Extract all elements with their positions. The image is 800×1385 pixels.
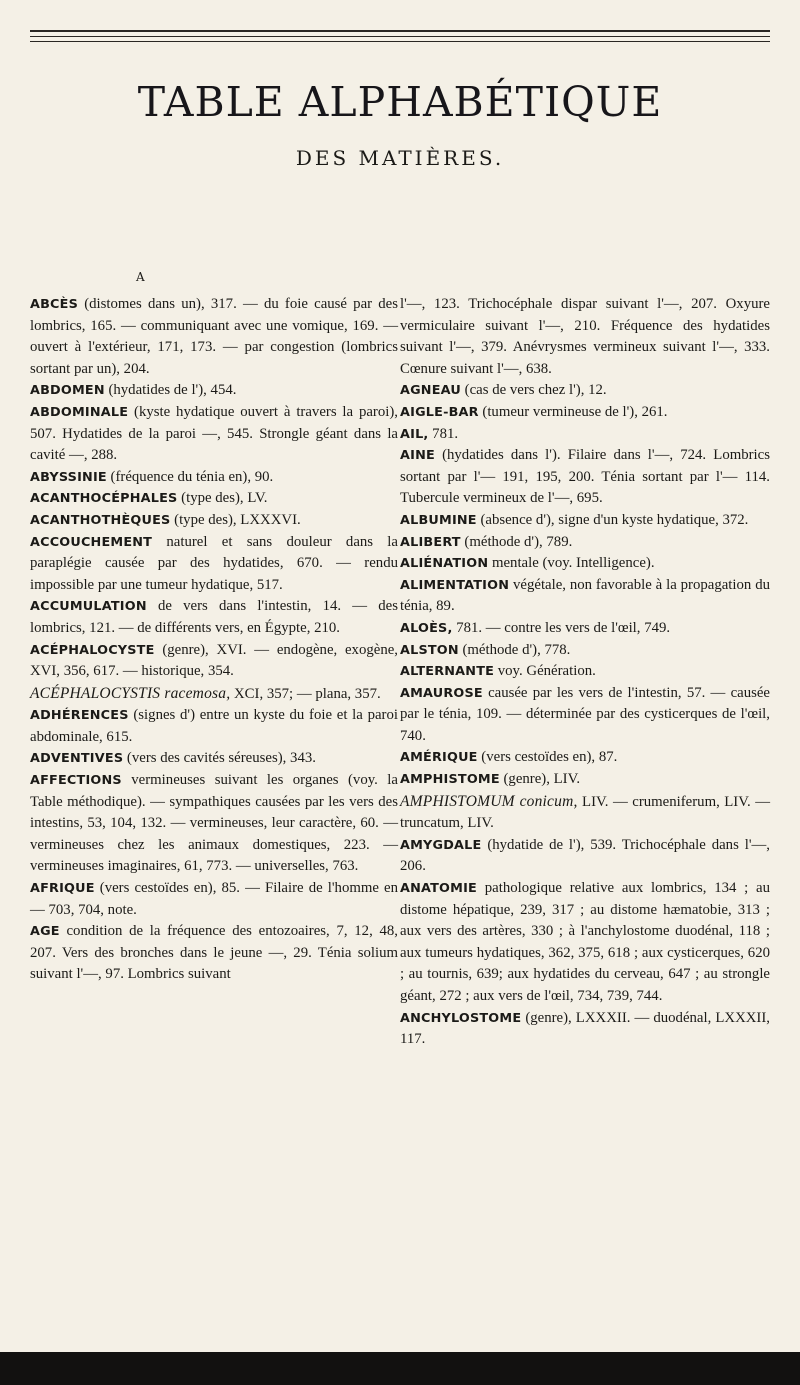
- entry-text: (signes d') entre un kyste du foie et la paroi abdominale, 615.: [30, 707, 398, 745]
- entry-text: (type des), LXXXVI.: [170, 511, 301, 528]
- index-entry: [400, 424, 770, 446]
- index-entry: [400, 1008, 770, 1051]
- index-entry: [400, 575, 770, 618]
- entry-text: (genre), LXXXII. — duodénal, LXXXII, 117.: [400, 1009, 770, 1048]
- index-entry: [30, 640, 398, 683]
- entry-text: LIV. — crumeniferum, LIV. — truncatum, LIV.: [400, 793, 770, 832]
- top-rule: [30, 30, 770, 32]
- entry-heading: AGE: [30, 924, 60, 940]
- entry-heading: ACCUMULATION: [30, 599, 147, 615]
- entry-heading: ALOÈS,: [400, 620, 453, 636]
- index-entry: [400, 878, 770, 1008]
- entry-text: 781.: [428, 425, 459, 442]
- entry-text: (type des), LV.: [177, 490, 268, 507]
- index-entry: [30, 921, 398, 986]
- index-entry: [400, 791, 770, 835]
- section-letter: A: [136, 270, 145, 284]
- index-entry: [400, 640, 770, 662]
- entry-text: (hydatides dans l'). Filaire dans l'—, 724. Lombrics sortant par l'— 191, 195, 200. Ténia sortant par l'— 114. Tubercule vermineux de l'—, 695.: [400, 447, 770, 507]
- entry-text: l'—, 123. Trichocéphale dispar suivant l'—, 207. Oxyure vermiculaire suivant l'—, 210. Fréquence des hydatides suivant l'—, 379. Anévrysmes vermineux suivant l'—, 333. Cœnure suivant l'—, 638.: [400, 296, 770, 377]
- entry-heading: ALSTON: [400, 642, 459, 658]
- entry-heading: ADVENTIVES: [30, 751, 124, 767]
- entry-heading: ANCHYLOSTOME: [400, 1010, 522, 1026]
- entry-text: (méthode d'), 789.: [460, 533, 573, 550]
- entry-heading: ABDOMEN: [30, 383, 105, 399]
- index-entry: [400, 445, 770, 510]
- entry-text: (vers cestoïdes en), 85. — Filaire de l'homme en— 703, 704, note.: [30, 880, 398, 918]
- entry-heading: AINE: [400, 448, 435, 464]
- entry-text: (genre), XVI. — endogène, exogène, XVI, 356, 617. — historique, 354.: [30, 641, 398, 680]
- entry-text: (vers des cavités séreuses), 343.: [123, 750, 316, 767]
- index-entry: [30, 748, 398, 770]
- index-entry: [400, 769, 770, 791]
- entry-heading: AFRIQUE: [30, 881, 95, 897]
- entry-text: (distomes dans un), 317. — du foie causé par des lombrics, 165. — communiquant avec une vomique, 169. — ouvert à l'extérieur, 171, 173. — par congestion (lombrics sortant par un), 204.: [30, 296, 398, 377]
- entry-heading: ABYSSINIE: [30, 469, 107, 485]
- entry-text: condition de la fréquence des entozoaires, 7, 12, 48, 207. Vers des bronches dans le jeune —, 29. Ténia solium suivant l'—, 97. Lombrics suivant: [30, 923, 398, 983]
- top-rule-thin: [30, 36, 770, 37]
- entry-heading: AMÉRIQUE: [400, 750, 478, 766]
- entry-text: XCI, 357; — plana, 357.: [230, 685, 381, 702]
- entry-text: causée par les vers de l'intestin, 57. — causée par le ténia, 109. — déterminée par des cysticerques de l'œil, 740.: [400, 684, 770, 744]
- entry-text: (cas de vers chez l'), 12.: [460, 382, 607, 399]
- entry-heading: ACÉPHALOCYSTIS racemosa,: [30, 684, 231, 702]
- index-entry: [400, 294, 770, 380]
- index-entry: [30, 380, 398, 402]
- entry-text: (absence d'), signe d'un kyste hydatique, 372.: [476, 511, 749, 528]
- index-entry: [400, 510, 770, 532]
- page-title: TABLE ALPHABÉTIQUE: [137, 78, 663, 126]
- entry-heading: AMPHISTOMUM conicum,: [400, 792, 578, 810]
- index-entry: [30, 705, 398, 748]
- entry-text: (kyste hydatique ouvert à travers la paroi), 507. Hydatides de la paroi —, 545. Strongle géant dans la cavité —, 288.: [30, 403, 398, 464]
- entry-heading: ALTERNANTE: [400, 664, 495, 680]
- entry-heading: AMYGDALE: [400, 837, 482, 853]
- entry-text: (méthode d'), 778.: [458, 641, 571, 658]
- index-entry: [30, 770, 398, 878]
- entry-text: (hydatides de l'), 454.: [104, 382, 237, 399]
- entry-heading: ABCÈS: [30, 297, 79, 312]
- index-entry: [30, 683, 398, 706]
- right-column: [400, 294, 770, 1051]
- page-subtitle: DES MATIÈRES.: [295, 146, 505, 170]
- index-entry: [30, 467, 398, 489]
- index-entry: [400, 380, 770, 402]
- entry-heading: ALBUMINE: [400, 512, 477, 528]
- entry-heading: ACÉPHALOCYSTE: [30, 642, 155, 658]
- entry-text: 781. — contre les vers de l'œil, 749.: [452, 619, 671, 636]
- entry-heading: ABDOMINALE: [30, 404, 129, 420]
- entry-text: voy. Génération.: [494, 663, 596, 680]
- entry-heading: AMAUROSE: [400, 685, 483, 701]
- entry-heading: AFFECTIONS: [30, 773, 122, 789]
- left-column: [30, 294, 398, 986]
- index-entry: [30, 510, 398, 532]
- entry-heading: ACANTHOTHÈQUES: [30, 512, 171, 528]
- index-entry: [400, 402, 770, 424]
- entry-text: mentale (voy. Intelligence).: [488, 555, 655, 572]
- entry-text: végétale, non favorable à la propagation du ténia, 89.: [400, 576, 770, 615]
- entry-heading: ALIMENTATION: [400, 577, 510, 593]
- index-entry: [400, 618, 770, 640]
- entry-heading: AMPHISTOME: [400, 772, 500, 788]
- index-entry: [400, 553, 770, 575]
- entry-text: (tumeur vermineuse de l'), 261.: [478, 403, 668, 420]
- entry-heading: ANATOMIE: [400, 881, 477, 897]
- index-entry: [30, 488, 398, 510]
- top-rule-2: [30, 41, 770, 42]
- entry-text: de vers dans l'intestin, 14. — des lombrics, 121. — de différents vers, en Égypte, 210.: [30, 598, 398, 636]
- index-entry: [30, 596, 398, 639]
- index-entry: [30, 294, 398, 380]
- entry-text: naturel et sans douleur dans la paraplégie causée par des hydatides, 670. — rendu impossible par une tumeur hydatique, 517.: [30, 533, 398, 593]
- entry-heading: AIL,: [400, 426, 429, 442]
- index-entry: [400, 747, 770, 769]
- entry-heading: AIGLE-BAR: [400, 404, 479, 420]
- index-entry: [30, 402, 398, 467]
- entry-heading: AGNEAU: [400, 383, 461, 399]
- entry-heading: ALIBERT: [400, 534, 461, 550]
- index-entry: [400, 683, 770, 748]
- entry-heading: ADHÉRENCES: [30, 708, 129, 724]
- entry-heading: ALIÉNATION: [400, 556, 489, 572]
- entry-text: vermineuses suivant les organes (voy. la Table méthodique). — sympathiques causées par les vers des intestins, 53, 104, 132. — vermineuses, leur caractère, 60. — vermineuses chez les animaux domestiques, 223. — vermineuses imaginaires, 61, 773. — universelles, 763.: [30, 772, 398, 875]
- entry-text: (genre), LIV.: [499, 771, 581, 788]
- index-entry: [400, 532, 770, 554]
- entry-text: (vers cestoïdes en), 87.: [477, 749, 618, 766]
- entry-text: pathologique relative aux lombrics, 134 ; au distome hépatique, 239, 317 ; au distome hæmatobie, 313 ; aux vers des artères, 330 ; à l'anchylostome duodénal, 118 ; aux tumeurs hydatiques, 362, 375, 618 ; aux cysticerques, 620 ; au tournis, 639; aux hydatides du cerveau, 647 ; au strongle géant, 272 ; aux vers de l'œil, 734, 739, 744.: [400, 880, 770, 1004]
- entry-heading: ACCOUCHEMENT: [30, 534, 153, 550]
- entry-text: (hydatide de l'), 539. Trichocéphale dans l'—, 206.: [400, 836, 770, 875]
- entry-heading: ACANTHOCÉPHALES: [30, 491, 178, 507]
- entry-text: (fréquence du ténia en), 90.: [106, 468, 274, 485]
- bottom-dark-band: [0, 1352, 800, 1385]
- index-entry: [30, 878, 398, 921]
- index-entry: [400, 661, 770, 683]
- index-entry: [30, 532, 398, 597]
- index-entry: [400, 835, 770, 878]
